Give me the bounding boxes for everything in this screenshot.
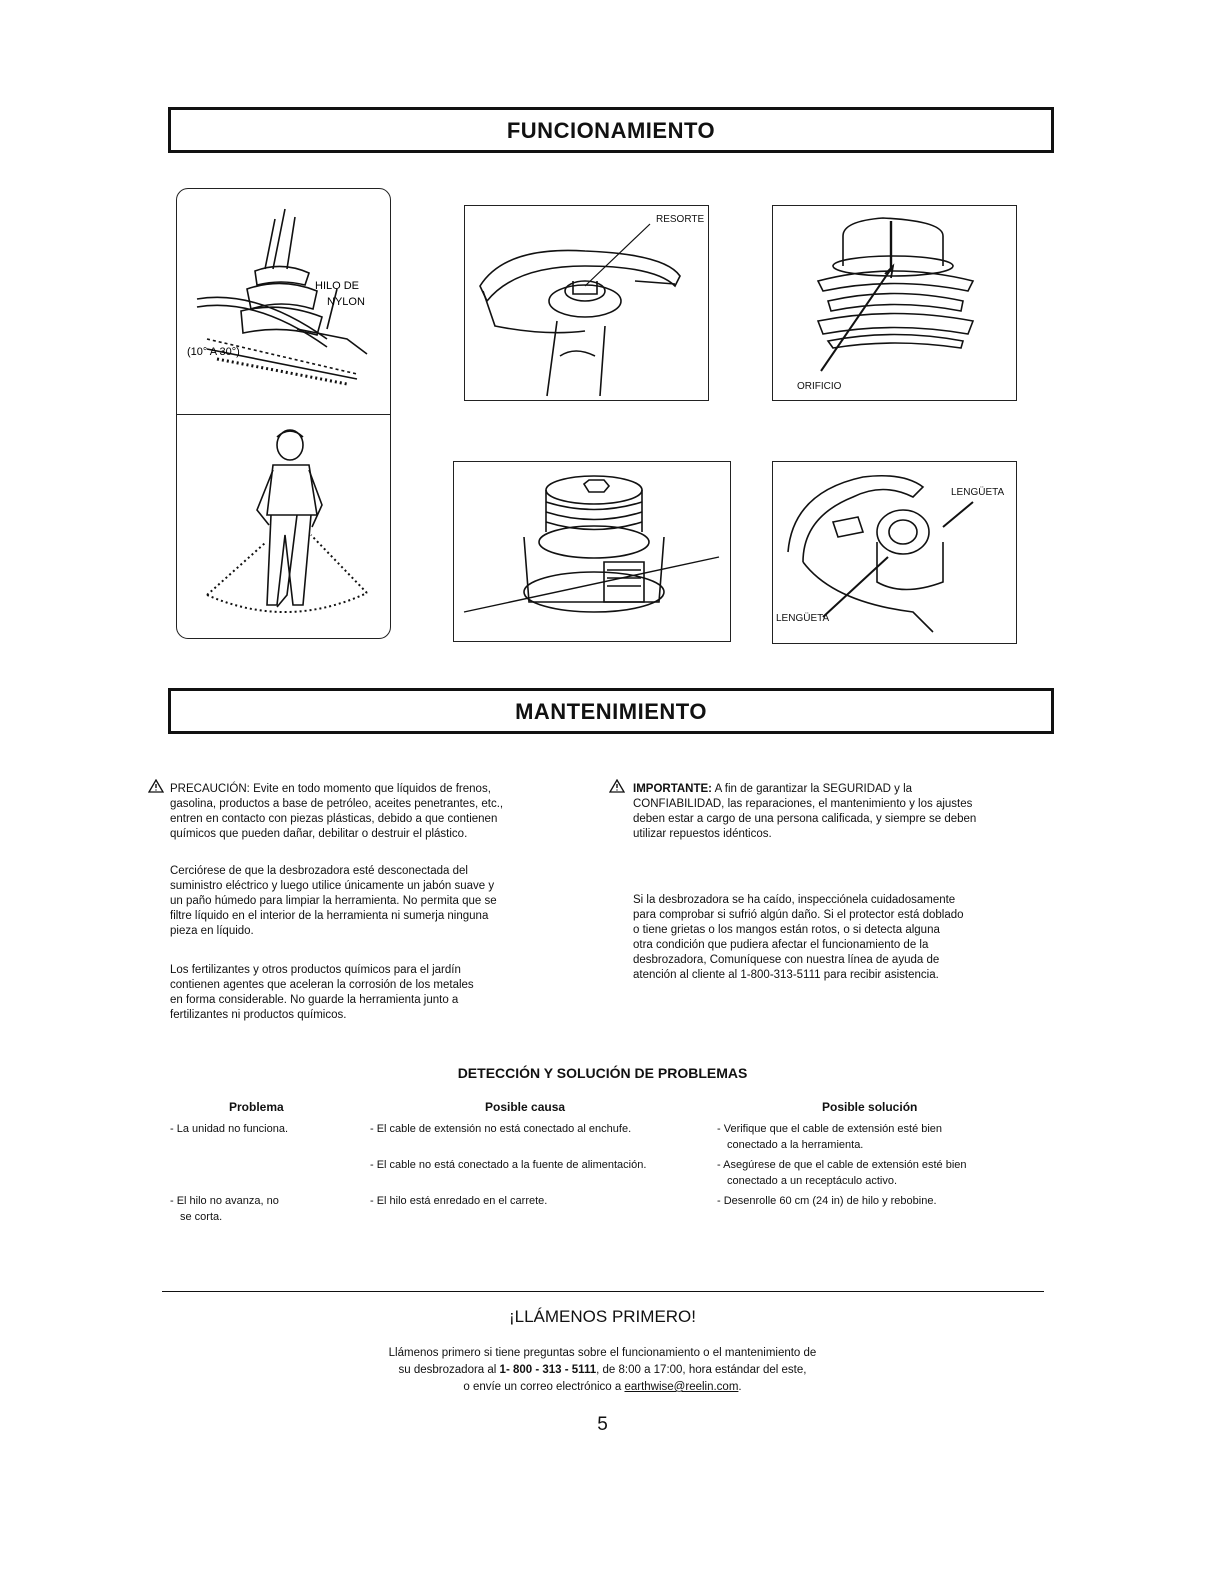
cleaning-line: filtre líquido en el interior de la herramienta ni sumerja ninguna: [170, 910, 489, 922]
cleaning-line: Cerciórese de que la desbrozadora esté desconectada del: [170, 865, 468, 877]
table-row-cause: - El cable de extensión no está conectado al enchufe.: [370, 1123, 632, 1135]
fertilizer-line: contienen agentes que aceleran la corrosión de los metales: [170, 979, 474, 991]
maintenance-section-title: MANTENIMIENTO: [168, 688, 1054, 734]
dropped-line: atención al cliente al 1-800-313-5111 para recibir asistencia.: [633, 969, 939, 981]
important-prefix: IMPORTANTE:: [633, 783, 713, 795]
call-first-text: , de 8:00 a 17:00, hora estándar del este,: [596, 1364, 807, 1376]
cleaning-line: pieza en líquido.: [170, 925, 254, 937]
warning-icon: [609, 779, 625, 793]
caution-line: químicos que pueden dañar, debilitar o destruir el plástico.: [170, 828, 468, 840]
header-solution: Posible solución: [822, 1100, 918, 1114]
warning-icon: [148, 779, 164, 793]
fertilizer-line: en forma considerable. No guarde la herramienta junto a: [170, 994, 459, 1006]
divider: [162, 1291, 1044, 1292]
trimmer-head-angle-illustration: [177, 189, 389, 414]
figure-tabs: [772, 461, 1017, 644]
header-cause: Posible causa: [485, 1100, 566, 1114]
table-row-problem: - El hilo no avanza, no: [170, 1195, 279, 1207]
figure-line-angle: [176, 188, 391, 416]
table-row-solution: conectado a un receptáculo activo.: [727, 1175, 898, 1187]
figure-spring: [464, 205, 709, 401]
cleaning-paragraph: [170, 864, 600, 939]
table-row-solution: - Verifique que el cable de extensión esté bien: [717, 1123, 943, 1135]
page-number: 5: [597, 1414, 608, 1435]
dropped-line: o tiene grietas o los mangos están rotos, o si detecta alguna: [633, 924, 940, 936]
table-row-solution: - Asegúrese de que el cable de extensión esté bien: [717, 1159, 967, 1171]
angle-label: (10° A 30°): [187, 346, 240, 358]
email-link[interactable]: earthwise@reelin.com: [624, 1381, 739, 1393]
figure-operator-sweep: [176, 414, 391, 639]
important-paragraph: [633, 782, 1053, 842]
nylon-label-2: NYLON: [327, 296, 365, 308]
tab-label-top: LENGÜETA: [951, 487, 1005, 498]
fertilizer-line: Los fertilizantes y otros productos químicos para el jardín: [170, 964, 461, 976]
table-row-problem: se corta.: [180, 1211, 223, 1223]
caution-line: gasolina, productos a base de petróleo, aceites penetrantes, etc.,: [170, 798, 504, 810]
phone-number: 1- 800 - 313 - 5111: [499, 1364, 597, 1376]
tab-label-bottom: LENGÜETA: [776, 613, 830, 624]
table-row-problem: - La unidad no funciona.: [170, 1123, 289, 1135]
operation-section-title: FUNCIONAMIENTO: [168, 107, 1054, 153]
call-first-text: .: [738, 1381, 742, 1393]
table-row-solution: conectado a la herramienta.: [727, 1139, 864, 1151]
operator-illustration: [177, 415, 389, 637]
dropped-line: para comprobar si sufrió algún daño. Si el protector está doblado: [633, 909, 964, 921]
caution-line: PRECAUCIÓN: Evite en todo momento que líquidos de frenos,: [170, 783, 491, 795]
spool-with-line-illustration: [454, 462, 729, 640]
dropped-line: otra condición que pudiera afectar el funcionamiento de la: [633, 939, 929, 951]
call-first-body: [0, 1345, 1205, 1396]
caution-paragraph: [170, 782, 600, 842]
dropped-line: desbrozadora, Comuníquese con nuestra línea de ayuda de: [633, 954, 940, 966]
call-first-title: ¡LLÁMENOS PRIMERO!: [508, 1307, 697, 1326]
dropped-line: Si la desbrozadora se ha caído, inspecciónela cuidadosamente: [633, 894, 956, 906]
figure-hole: [772, 205, 1017, 401]
spool-hole-illustration: [773, 206, 1015, 399]
fertilizer-paragraph: [170, 963, 600, 1023]
call-first-text: su desbrozadora al: [398, 1364, 500, 1376]
header-problem: Problema: [229, 1100, 284, 1114]
table-row-cause: - El hilo está enredado en el carrete.: [370, 1195, 548, 1207]
troubleshooting-title: DETECCIÓN Y SOLUCIÓN DE PROBLEMAS: [457, 1065, 748, 1081]
spool-housing-spring-illustration: [465, 206, 707, 399]
dropped-paragraph: [633, 893, 1053, 983]
important-line: deben estar a cargo de una persona calificada, y siempre se deben: [633, 813, 977, 825]
important-line: utilizar repuestos idénticos.: [633, 828, 772, 840]
hole-label: ORIFICIO: [797, 381, 842, 392]
table-row-solution: - Desenrolle 60 cm (24 in) de hilo y rebobine.: [717, 1195, 937, 1207]
cleaning-line: suministro eléctrico y luego utilice únicamente un jabón suave y: [170, 880, 495, 892]
fertilizer-line: fertilizantes ni productos químicos.: [170, 1009, 347, 1021]
nylon-label-1: HILO DE: [315, 280, 360, 292]
spring-label: RESORTE: [656, 214, 705, 225]
cleaning-line: un paño húmedo para limpiar la herramienta. No permita que se: [170, 895, 497, 907]
table-row-cause: - El cable no está conectado a la fuente de alimentación.: [370, 1159, 647, 1171]
caution-line: entren en contacto con piezas plásticas, debido a que contienen: [170, 813, 498, 825]
call-first-line: Llámenos primero si tiene preguntas sobre el funcionamiento o el mantenimiento de: [388, 1347, 817, 1359]
call-first-text: o envíe un correo electrónico a: [463, 1381, 625, 1393]
important-line: A fin de garantizar la SEGURIDAD y la: [712, 783, 913, 795]
figure-spool-line: [453, 461, 731, 642]
important-line: CONFIABILIDAD, las reparaciones, el mantenimiento y los ajustes: [633, 798, 973, 810]
